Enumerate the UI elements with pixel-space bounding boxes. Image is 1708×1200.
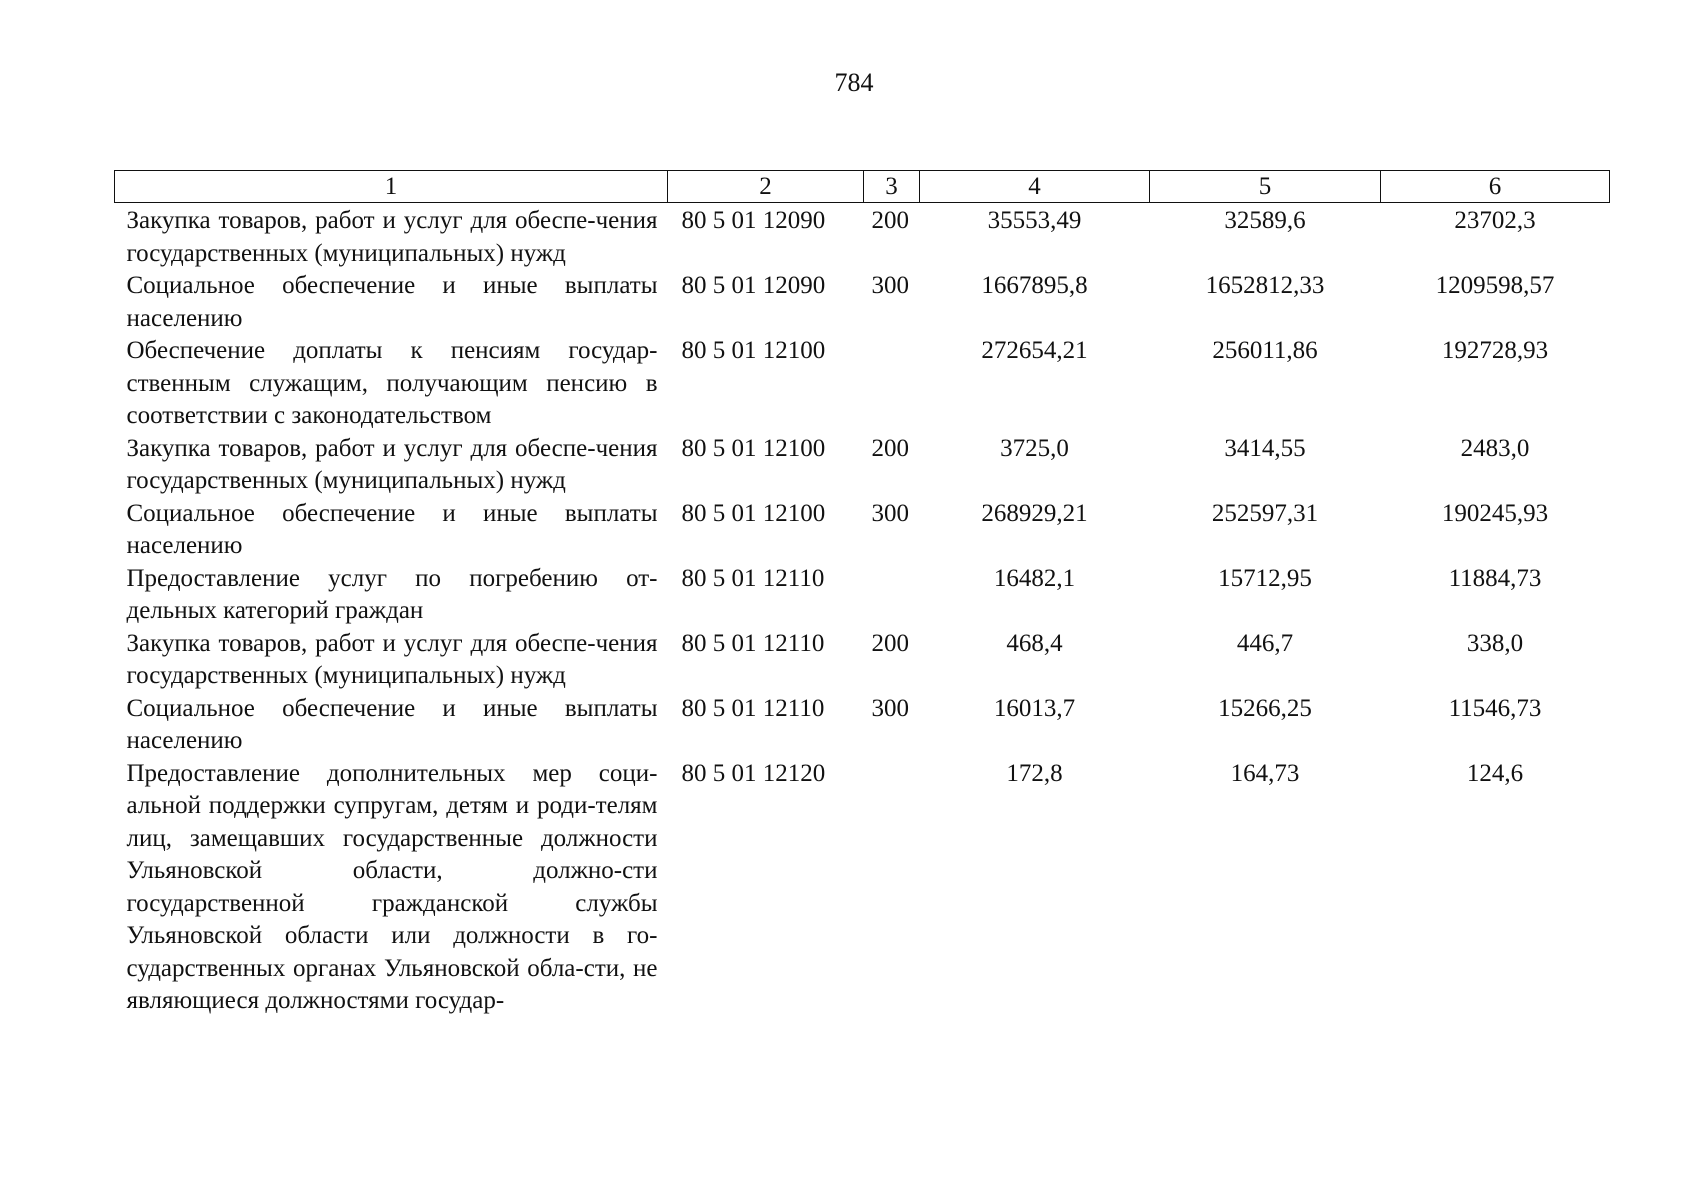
row-value-6: 11884,73: [1448, 564, 1542, 592]
table-row: [115, 498, 1610, 563]
row-value-6: 23702,3: [1454, 207, 1536, 234]
column-header-2: 2: [668, 171, 864, 203]
row-value-5: 446,7: [1236, 629, 1294, 657]
column-header-1: 1: [115, 171, 668, 203]
table-row: [115, 693, 1610, 758]
row-name: Предоставление дополнительных мер соци-альной поддержки супругам, детям и роди-телям лиц, замещавших государственные должности Ульяновской области, должно-сти государственной гражданской службы Ульяновской области или должности в го-сударственных органах Ульяновской обла-сти, не являющиеся должностями государ-: [126, 759, 658, 1014]
row-code: 80 5 01 12100: [681, 434, 826, 462]
column-header-3: 3: [864, 171, 920, 203]
column-header-5: 5: [1150, 171, 1381, 203]
row-name: Социальное обеспечение и иные выплаты населению: [126, 499, 658, 559]
row-value-4: 272654,21: [981, 337, 1088, 364]
row-expense-type: 200: [871, 207, 909, 234]
table-row: [115, 270, 1610, 335]
row-value-4: 3725,0: [1000, 434, 1069, 462]
row-value-6: 190245,93: [1441, 499, 1549, 527]
row-value-4: 268929,21: [981, 499, 1088, 527]
row-code: 80 5 01 12110: [681, 564, 825, 592]
row-code: 80 5 01 12090: [681, 272, 826, 299]
row-code: 80 5 01 12100: [681, 337, 826, 364]
page-number: 784: [834, 68, 874, 97]
row-name: Закупка товаров, работ и услуг для обеспе-чения государственных (муниципальных) нужд: [126, 629, 658, 689]
row-value-6: 1209598,57: [1435, 272, 1555, 299]
table-row: [115, 563, 1610, 628]
row-value-4: 468,4: [1006, 629, 1063, 657]
row-name: Закупка товаров, работ и услуг для обеспе-чения государственных (муниципальных) нужд: [126, 434, 658, 494]
row-value-6: 338,0: [1466, 629, 1524, 657]
row-expense-type: 300: [871, 694, 909, 722]
row-value-5: 252597,31: [1211, 499, 1319, 527]
row-value-5: 15712,95: [1218, 564, 1312, 592]
row-name: Социальное обеспечение и иные выплаты населению: [126, 694, 658, 754]
column-header-4: 4: [920, 171, 1150, 203]
row-code: 80 5 01 12100: [681, 499, 826, 527]
table-row: [115, 335, 1610, 433]
table-row: [115, 433, 1610, 498]
row-value-6: 2483,0: [1460, 434, 1530, 462]
row-value-6: 11546,73: [1448, 694, 1542, 722]
row-expense-type: [864, 758, 920, 1018]
row-code: 80 5 01 12120: [681, 759, 826, 787]
column-header-6: 6: [1381, 171, 1610, 203]
row-value-4: 1667895,8: [981, 272, 1088, 299]
row-value-4: 35553,49: [987, 207, 1082, 234]
row-value-6: 124,6: [1466, 759, 1524, 787]
row-expense-type: [864, 563, 920, 628]
row-name: Предоставление услуг по погребению от-дельных категорий граждан: [126, 564, 658, 624]
row-value-5: 32589,6: [1224, 207, 1306, 234]
row-value-4: 16482,1: [993, 564, 1076, 592]
row-code: 80 5 01 12110: [681, 694, 825, 722]
row-value-5: 256011,86: [1212, 337, 1318, 364]
row-value-5: 15266,25: [1218, 694, 1312, 722]
row-value-5: 164,73: [1230, 759, 1300, 787]
row-expense-type: [864, 335, 920, 433]
row-expense-type: 300: [871, 499, 909, 527]
row-expense-type: 200: [871, 629, 909, 657]
row-code: 80 5 01 12090: [681, 207, 826, 234]
row-value-5: 1652812,33: [1205, 272, 1325, 299]
table-row: [115, 203, 1610, 271]
row-name: Закупка товаров, работ и услуг для обеспе-чения государственных (муниципальных) нужд: [126, 207, 658, 267]
row-name: Социальное обеспечение и иные выплаты населению: [126, 272, 658, 332]
row-expense-type: 200: [871, 434, 909, 462]
row-value-6: 192728,93: [1441, 337, 1549, 364]
row-name: Обеспечение доплаты к пенсиям государ-ственным служащим, получающим пенсию в соответствии с законодательством: [126, 337, 658, 429]
table-row: [115, 628, 1610, 693]
row-value-5: 3414,55: [1224, 434, 1306, 462]
row-expense-type: 300: [871, 272, 909, 299]
table-row: [115, 758, 1610, 1018]
row-code: 80 5 01 12110: [681, 629, 825, 657]
budget-table: [114, 170, 1610, 1018]
row-value-4: 172,8: [1006, 759, 1063, 787]
table-header-row: [115, 171, 1610, 203]
row-value-4: 16013,7: [993, 694, 1076, 722]
